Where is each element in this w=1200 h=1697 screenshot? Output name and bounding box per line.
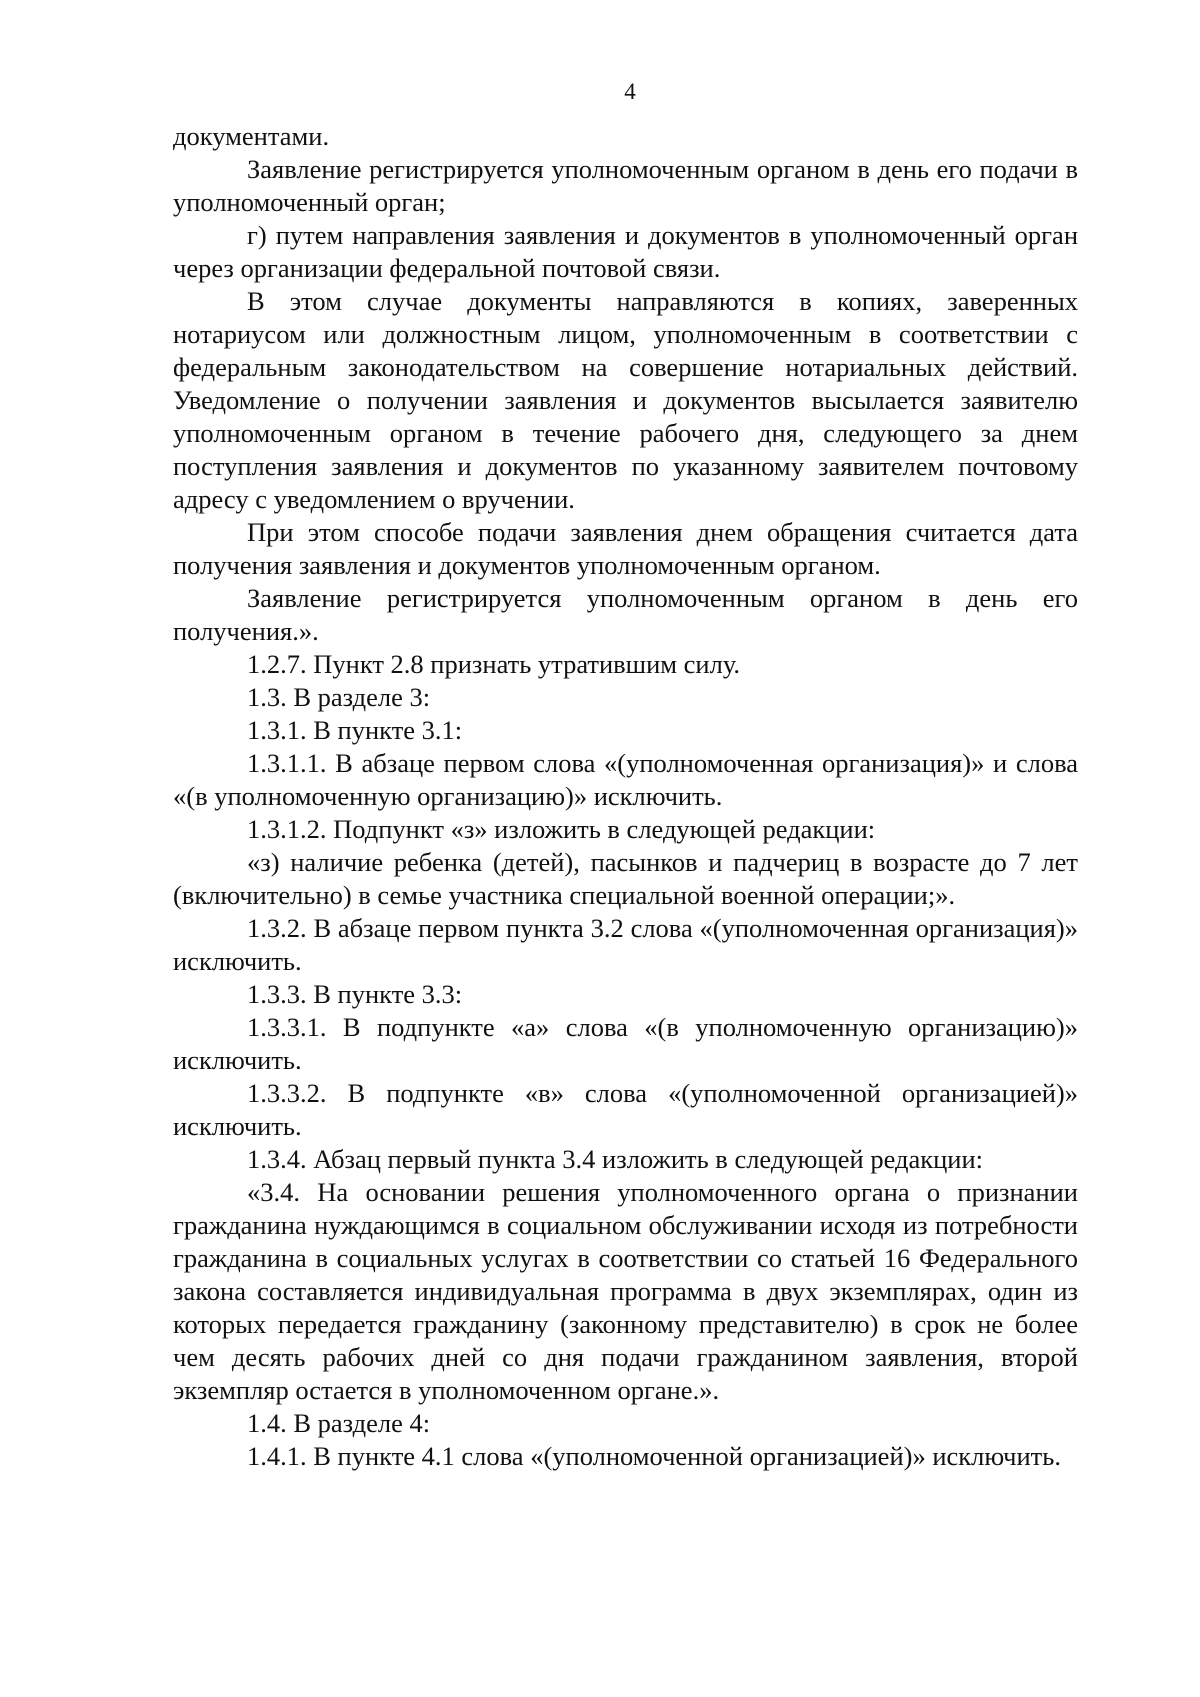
paragraph: 1.3.4. Абзац первый пункта 3.4 изложить в следующей редакции:: [247, 1144, 984, 1174]
paragraph: «з) наличие ребенка (детей), пасынков и падчериц в возрасте до 7 лет (включительно) в семье участника специальной военной операции;».: [173, 847, 1078, 910]
paragraph: 1.2.7. Пункт 2.8 признать утратившим силу.: [247, 649, 741, 679]
paragraph: 1.3.1.2. Подпункт «з» изложить в следующей редакции:: [247, 814, 876, 844]
paragraph: 1.4.1. В пункте 4.1 слова «(уполномоченной организацией)» исключить.: [247, 1441, 1061, 1471]
paragraph: 1.3.3. В пункте 3.3:: [247, 979, 463, 1009]
paragraph: Заявление регистрируется уполномоченным органом в день его подачи в уполномоченный орган;: [173, 154, 1078, 217]
paragraph: При этом способе подачи заявления днем обращения считается дата получения заявления и документов уполномоченным органом.: [173, 517, 1078, 580]
paragraph: В этом случае документы направляются в копиях, заверенных нотариусом или должностным лицом, уполномоченным в соответствии с федеральным законодательством на совершение нотариальных действий. Уведомление о получении заявления и документов высылается заявителю уполномоченным органом в течение рабочего дня, следующего за днем поступления заявления и документов по указанному заявителем почтовому адресу с уведомлением о вручении.: [173, 286, 1078, 514]
document-body: [173, 120, 1078, 1473]
paragraph: Заявление регистрируется уполномоченным органом в день его получения.».: [173, 583, 1078, 646]
paragraph: 1.3.1. В пункте 3.1:: [247, 715, 463, 745]
paragraph: 1.4. В разделе 4:: [247, 1408, 431, 1438]
paragraph: 1.3.3.1. В подпункте «а» слова «(в уполномоченную организацию)» исключить.: [173, 1012, 1078, 1075]
paragraph: 1.3.1.1. В абзаце первом слова «(уполномоченная организация)» и слова «(в уполномоченную организацию)» исключить.: [173, 748, 1078, 811]
paragraph: 1.3.2. В абзаце первом пункта 3.2 слова «(уполномоченная организация)» исключить.: [173, 913, 1078, 976]
paragraph: документами.: [173, 121, 330, 151]
paragraph: 1.3.3.2. В подпункте «в» слова «(уполномоченной организацией)» исключить.: [173, 1078, 1078, 1141]
paragraph: 1.3. В разделе 3:: [247, 682, 431, 712]
paragraph: г) путем направления заявления и документов в уполномоченный орган через организации федеральной почтовой связи.: [173, 220, 1078, 283]
paragraph: «3.4. На основании решения уполномоченного органа о признании гражданина нуждающимся в социальном обслуживании исходя из потребности гражданина в социальных услугах в соответствии со статьей 16 Федерального закона составляется индивидуальная программа в двух экземплярах, один из которых передается гражданину (законному представителю) в срок не более чем десять рабочих дней со дня подачи гражданином заявления, второй экземпляр остается в уполномоченном органе.».: [173, 1177, 1078, 1405]
page-number: 4: [624, 79, 636, 104]
